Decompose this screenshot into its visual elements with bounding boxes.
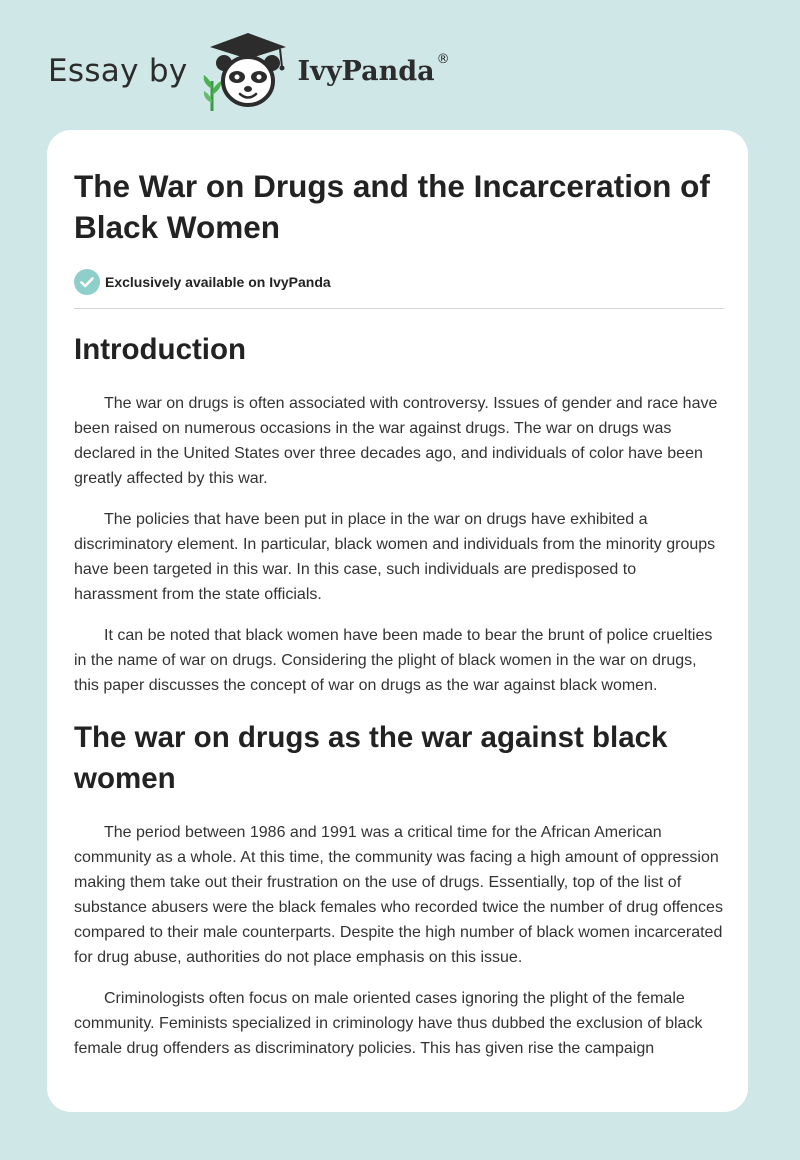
paragraph: The war on drugs is often associated with controversy. Issues of gender and race have been raised on numerous occasions in the war against drugs. The war on drugs was declared in the United States over three decades ago, and individuals of color have been greatly affected by this war. <box>74 395 718 487</box>
section-introduction <box>74 329 724 698</box>
paragraph: The period between 1986 and 1991 was a critical time for the African American community as a whole. At this time, the community was facing a high amount of oppression making them take out their frustration on the use of drugs. Essentially, top of the list of substance abusers were the black females who recorded twice the number of drug offences compared to their male counterparts. Despite the high number of black women incarcerated for drug abuse, authorities do not place emphasis on this issue. <box>74 824 723 966</box>
article-title: The War on Drugs and the Incarceration of Black Women <box>74 168 710 245</box>
section-war-against-black-women <box>74 717 724 1061</box>
brand-name: IvyPanda <box>297 55 435 87</box>
article-card <box>47 130 748 1112</box>
section-heading: The war on drugs as the war against black women <box>74 721 668 795</box>
paragraph: The policies that have been put in place in the war on drugs have exhibited a discriminatory element. In particular, black women and individuals from the minority groups have been targeted in this war. In this case, such individuals are predisposed to harassment from the state officials. <box>74 511 716 603</box>
article-content <box>74 166 724 1077</box>
brand-prefix: Essay by <box>48 53 188 89</box>
exclusive-badge <box>74 269 724 295</box>
paragraph: Criminologists often focus on male oriented cases ignoring the plight of the female community. Feminists specialized in criminology have thus dubbed the exclusion of black female drug offenders as discriminatory policies. This has given rise the campaign <box>74 990 703 1057</box>
panda-graduate-logo-icon[interactable] <box>202 29 294 113</box>
section-heading: Introduction <box>74 333 247 366</box>
title-divider <box>74 308 724 309</box>
registered-mark: ® <box>436 51 450 67</box>
check-circle-icon <box>74 269 100 295</box>
paragraph: It can be noted that black women have been made to bear the brunt of police cruelties in the name of war on drugs. Considering the plight of black women in the war on drugs, this paper discusses the concept of war on drugs as the war against black women. <box>74 627 713 694</box>
site-header <box>48 28 450 114</box>
exclusive-badge-text: Exclusively available on IvyPanda <box>105 274 331 290</box>
